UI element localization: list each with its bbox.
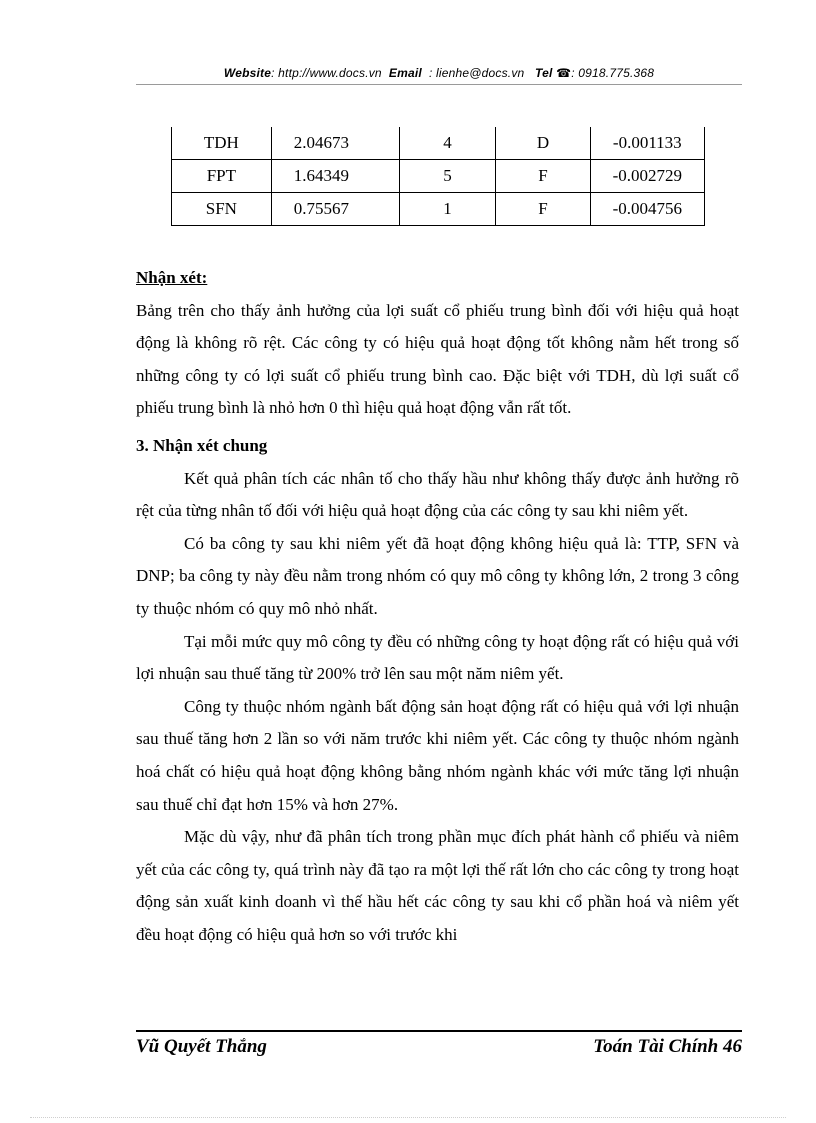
remark-paragraph: Bảng trên cho thấy ảnh hưởng của lợi suất cổ phiếu trung bình đối với hiệu quả hoạt động là không rõ rệt. Các công ty có hiệu quả hoạt động tốt không nằm hết trong số những công ty có lợi suất cổ phiếu trung bình cao. Đặc biệt với TDH, dù lợi suất cổ phiếu trung bình là nhỏ hơn 0 thì hiệu quả hoạt động vẫn rất tốt. [136, 300, 739, 418]
table-cell: -0.001133 [590, 127, 704, 160]
results-table [171, 127, 705, 226]
document-body [136, 262, 739, 951]
table-cell: 1.64349 [271, 160, 399, 193]
table-cell: 2.04673 [271, 127, 399, 160]
page-edge [30, 1117, 786, 1118]
table-cell: SFN [172, 193, 272, 226]
table-cell: F [496, 160, 590, 193]
table-cell: FPT [172, 160, 272, 193]
footer-divider [136, 1030, 742, 1032]
body-paragraph: Công ty thuộc nhóm ngành bất động sản hoạt động rất có hiệu quả với lợi nhuận sau thuế tăng hơn 2 lần so với năm trước khi niêm yết. Các công ty thuộc nhóm ngành hoá chất có hiệu quả hoạt động không bằng nhóm ngành khác với mức tăng lợi nhuận sau thuế chỉ đạt hơn 15% và hơn 27%. [136, 696, 739, 814]
table-cell: -0.004756 [590, 193, 704, 226]
page-footer [136, 1036, 742, 1060]
table-row [172, 193, 705, 226]
header-divider [136, 84, 742, 85]
footer-class: Toán Tài Chính 46 [593, 1036, 742, 1057]
table-row [172, 127, 705, 160]
page-header [136, 66, 742, 80]
table-row [172, 160, 705, 193]
body-paragraph: Có ba công ty sau khi niêm yết đã hoạt động không hiệu quả là: TTP, SFN và DNP; ba công ty này đều nằm trong nhóm có quy mô công ty không lớn, 2 trong 3 công ty thuộc nhóm có quy mô nhỏ nhất. [136, 533, 739, 618]
tel-value: : 0918.775.368 [571, 66, 655, 80]
body-paragraph: Mặc dù vậy, như đã phân tích trong phần mục đích phát hành cổ phiếu và niêm yết của các công ty, quá trình này đã tạo ra một lợi thế rất lớn cho các công ty trong hoạt động sản xuất kinh doanh vì thế hầu hết các công ty sau khi cổ phần hoá và niêm yết đều hoạt động có hiệu quả hơn so với trước khi [136, 827, 739, 944]
body-paragraph: Kết quả phân tích các nhân tố cho thấy hầu như không thấy được ảnh hưởng rõ rệt của từng nhân tố đối với hiệu quả hoạt động của các công ty sau khi niêm yết. [136, 468, 739, 521]
table-cell: 1 [399, 193, 496, 226]
table-cell: TDH [172, 127, 272, 160]
website-value: : http://www.docs.vn [271, 66, 382, 80]
table-cell: -0.002729 [590, 160, 704, 193]
phone-icon: ☎ [556, 66, 572, 80]
table-cell: 4 [399, 127, 496, 160]
body-paragraph: Tại mỗi mức quy mô công ty đều có những công ty hoạt động rất có hiệu quả với lợi nhuận sau thuế tăng từ 200% trở lên sau một năm niêm yết. [136, 631, 739, 684]
footer-author: Vũ Quyết Thắng [136, 1036, 267, 1057]
table-cell: D [496, 127, 590, 160]
table-cell: F [496, 193, 590, 226]
section-heading: 3. Nhận xét chung [136, 435, 268, 455]
table-cell: 0.75567 [271, 193, 399, 226]
tel-label: Tel [535, 66, 553, 80]
email-value: : lienhe@docs.vn [428, 66, 525, 80]
remark-heading: Nhận xét: [136, 268, 208, 287]
email-label: Email [388, 66, 422, 80]
website-label: Website [223, 66, 272, 80]
table-cell: 5 [399, 160, 496, 193]
